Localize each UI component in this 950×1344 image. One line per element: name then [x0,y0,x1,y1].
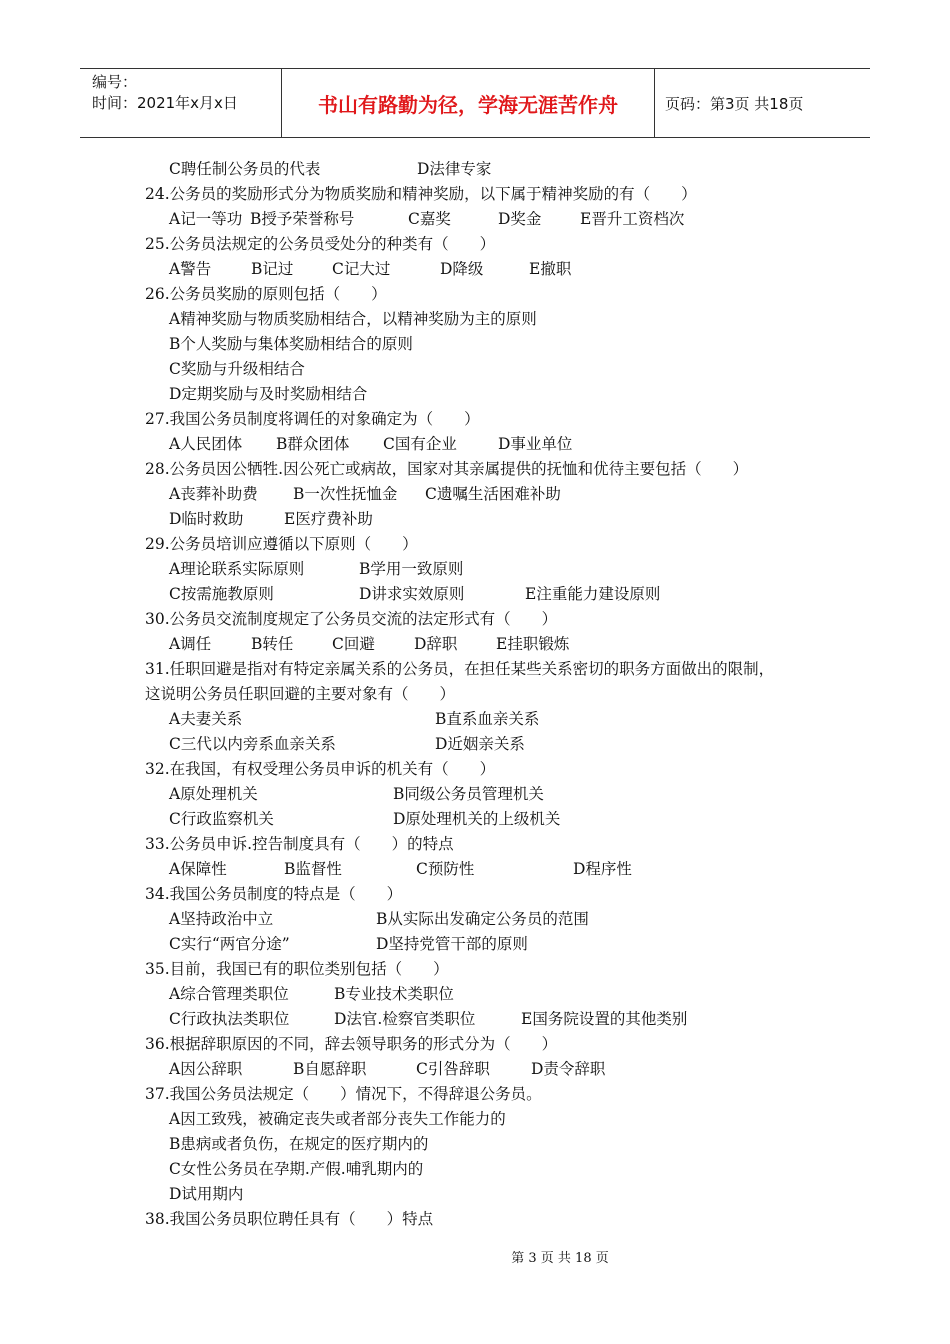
option: E挂职锻炼 [496,635,570,653]
option: E国务院设置的其他类别 [521,1010,688,1028]
question-25: 25.公务员法规定的公务员受处分的种类有（ ） [145,235,496,253]
option-line [145,907,845,932]
option: D责令辞职 [531,1060,606,1078]
question-30: 30.公务员交流制度规定了公务员交流的法定形式有（ ） [145,610,558,628]
option: C行政执法类职位 [169,1010,290,1028]
option-line [145,982,845,1007]
option-line: D试用期内 [169,1185,244,1203]
option: D降级 [440,260,484,278]
option: D原处理机关的上级机关 [393,810,561,828]
option-line [145,207,845,232]
page-header [80,68,870,138]
option: B学用一致原则 [359,560,464,578]
option: D奖金 [498,210,542,228]
option: C嘉奖 [408,210,451,228]
question-list [145,157,845,1232]
option: A夫妻关系 [169,710,243,728]
option-line: B患病或者负伤，在规定的医疗期内的 [169,1135,429,1153]
question-34: 34.我国公务员制度的特点是（ ） [145,885,403,903]
option: B直系血亲关系 [435,710,540,728]
option-line: C奖励与升级相结合 [169,360,305,378]
question-32: 32.在我国，有权受理公务员申诉的机关有（ ） [145,760,496,778]
option: D近姻亲关系 [435,735,525,753]
option: E撤职 [529,260,572,278]
option: A理论联系实际原则 [169,560,305,578]
option-line [145,582,845,607]
option: C回避 [332,635,375,653]
header-motto: 书山有路勤为径，学海无涯苦作舟 [282,69,655,137]
question-27: 27.我国公务员制度将调任的对象确定为（ ） [145,410,480,428]
option: B从实际出发确定公务员的范围 [376,910,589,928]
question-33: 33.公务员申诉.控告制度具有（ ）的特点 [145,835,454,853]
option: B记过 [251,260,294,278]
option-line [145,857,845,882]
header-meta [80,69,282,137]
option-line [145,1007,845,1032]
option: E注重能力建设原则 [525,585,661,603]
option: A警告 [169,260,212,278]
option-line: C女性公务员在孕期.产假.哺乳期内的 [169,1160,424,1178]
option: C按需施教原则 [169,585,274,603]
option: A丧葬补助费 [169,485,258,503]
option-line [145,157,845,182]
option: E晋升工资档次 [580,210,685,228]
option: E医疗费补助 [284,510,373,528]
option: B同级公务员管理机关 [393,785,544,803]
question-36: 36.根据辞职原因的不同，辞去领导职务的形式分为（ ） [145,1035,558,1053]
page-footer: 第 3 页 共 18 页 [511,1251,609,1266]
option: A综合管理类职位 [169,985,289,1003]
option-line [145,932,845,957]
option: C行政监察机关 [169,810,274,828]
option: D程序性 [573,860,632,878]
option-line [145,482,845,507]
option: D法官.检察官类职位 [334,1010,476,1028]
header-page-info: 页码：第3页 共18页 [665,94,804,113]
option: A坚持政治中立 [169,910,274,928]
option: C国有企业 [383,435,457,453]
code-label: 编号： [92,73,138,91]
option: C预防性 [416,860,475,878]
option: A保障性 [169,860,227,878]
option: C聘任制公务员的代表 [169,160,321,178]
question-24: 24.公务员的奖励形式分为物质奖励和精神奖励，以下属于精神奖励的有（ ） [145,185,697,203]
option: C实行“两官分途” [169,935,290,953]
option-line [145,557,845,582]
option-line: D定期奖励与及时奖励相结合 [169,385,368,403]
option: B一次性抚恤金 [293,485,398,503]
option-line [145,632,845,657]
question-26: 26.公务员奖励的原则包括（ ） [145,285,387,303]
question-31: 31.任职回避是指对有特定亲属关系的公务员，在担任某些关系密切的职务方面做出的限制， [145,660,775,678]
option: D事业单位 [498,435,573,453]
option: D坚持党管干部的原则 [376,935,528,953]
option: D辞职 [414,635,458,653]
option: A原处理机关 [169,785,258,803]
option: C三代以内旁系血亲关系 [169,735,336,753]
option: A因公辞职 [169,1060,243,1078]
option-line: A因工致残，被确定丧失或者部分丧失工作能力的 [169,1110,506,1128]
option: D临时救助 [169,510,244,528]
option-line [145,257,845,282]
option-line [145,1057,845,1082]
option: A人民团体 [169,435,243,453]
question-29: 29.公务员培训应遵循以下原则（ ） [145,535,418,553]
question-31-cont: 这说明公务员任职回避的主要对象有（ ） [145,685,456,703]
option: B授予荣誉称号 [250,210,355,228]
question-37: 37.我国公务员法规定（ ）情况下，不得辞退公务员。 [145,1085,542,1103]
option: B专业技术类职位 [334,985,454,1003]
option: B转任 [251,635,294,653]
option: D讲求实效原则 [359,585,465,603]
option: C引咎辞职 [416,1060,490,1078]
option: B自愿辞职 [293,1060,367,1078]
question-38: 38.我国公务员职位聘任具有（ ）特点 [145,1210,434,1228]
question-35: 35.目前，我国已有的职位类别包括（ ） [145,960,449,978]
option-line [145,507,845,532]
option: A记一等功 [169,210,243,228]
option-line [145,807,845,832]
question-28: 28.公务员因公牺牲.因公死亡或病故，国家对其亲属提供的抚恤和优待主要包括（ ） [145,460,749,478]
option: B监督性 [284,860,342,878]
option-line [145,732,845,757]
option-line [145,432,845,457]
option-line [145,707,845,732]
option-line: A精神奖励与物质奖励相结合，以精神奖励为主的原则 [169,310,537,328]
date-label: 时间：2021年x月x日 [92,94,238,112]
option: D法律专家 [417,160,492,178]
option: C遗嘱生活困难补助 [425,485,561,503]
option: C记大过 [332,260,391,278]
option: A调任 [169,635,212,653]
option-line [145,782,845,807]
option: B群众团体 [276,435,350,453]
option-line: B个人奖励与集体奖励相结合的原则 [169,335,413,353]
